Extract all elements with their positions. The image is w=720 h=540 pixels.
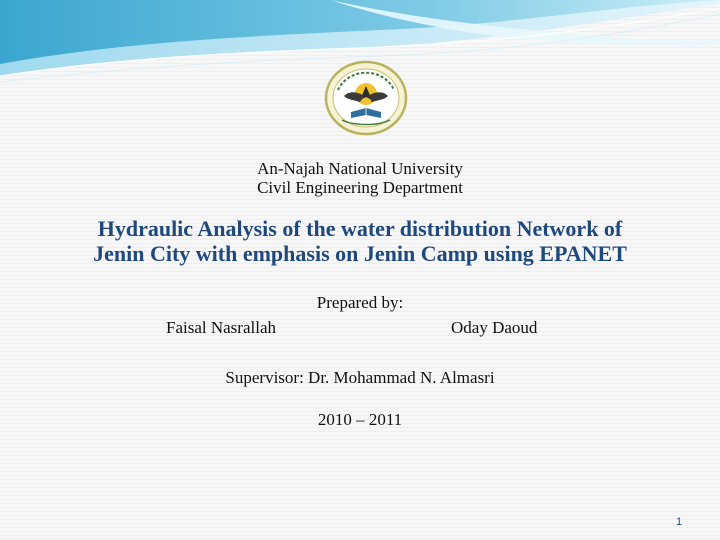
title-line-2: Jenin City with emphasis on Jenin Camp using EPANET (93, 241, 627, 266)
academic-years: 2010 – 2011 (317, 410, 403, 429)
presentation-title (0, 216, 720, 266)
author-name: Faisal Nasrallah (166, 318, 276, 337)
slide-number: 1 (676, 516, 683, 528)
supervisor-line: Supervisor: Dr. Mohammad N. Almasri (225, 368, 495, 387)
title-line-1: Hydraulic Analysis of the water distribution Network of (97, 216, 623, 241)
department-name: Civil Engineering Department (257, 178, 463, 197)
university-seal-logo (324, 60, 408, 136)
author-name: Oday Daoud (451, 318, 538, 337)
prepared-by-label: Prepared by: (316, 293, 404, 312)
university-name: An-Najah National University (257, 159, 463, 178)
